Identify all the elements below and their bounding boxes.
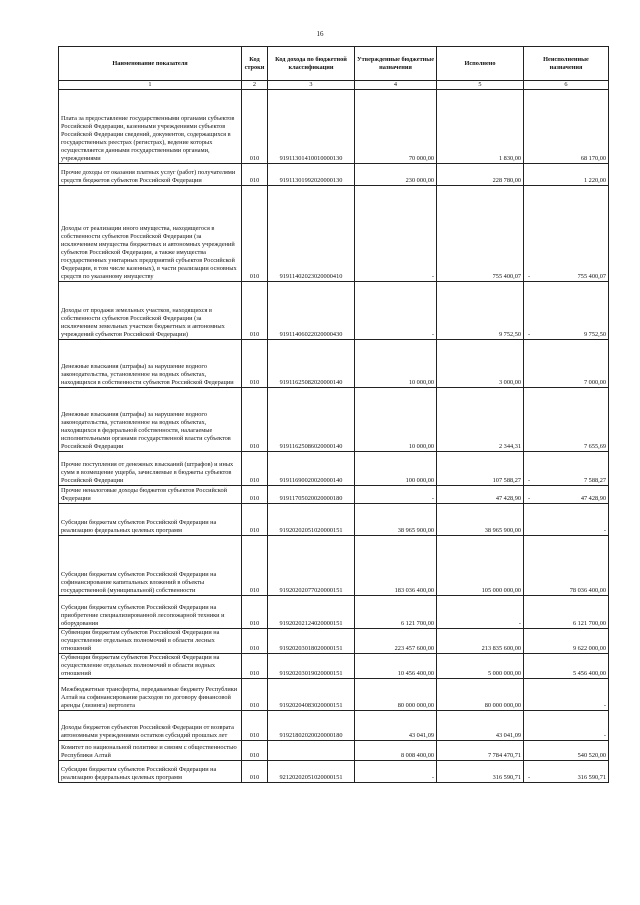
indicator-name-text: Субсидии бюджетам субъектов Российской Федерации на приобретение специализированной лесопожарной техники и оборудования [61, 604, 225, 627]
column-number: 3 [268, 81, 355, 90]
line-code: 010 [242, 504, 268, 536]
line-code: 010 [242, 452, 268, 486]
executed-amount: 228 780,00 [437, 164, 524, 186]
executed-amount: 107 588,27 [437, 452, 524, 486]
indicator-name-text: Прочие неналоговые доходы бюджетов субъектов Российской Федерации [61, 487, 227, 502]
indicator-name-text: Субсидии бюджетам субъектов Российской Федерации на реализацию федеральных целевых программ [61, 766, 217, 781]
approved-amount: 38 965 900,00 [355, 504, 437, 536]
executed-amount: 3 000,00 [437, 340, 524, 388]
executed-amount: 316 590,71 [437, 761, 524, 783]
approved-amount: 230 000,00 [355, 164, 437, 186]
income-code: 91920203018020000151 [268, 629, 355, 654]
column-number-row [59, 81, 609, 90]
table-row [59, 388, 609, 452]
approved-amount: 183 036 400,00 [355, 536, 437, 596]
unexecuted-amount: 6 121 700,00 [524, 596, 609, 629]
unexecuted-amount: 78 036 400,00 [524, 536, 609, 596]
income-code: 91911402023020000410 [268, 186, 355, 282]
executed-amount: 755 400,07 [437, 186, 524, 282]
line-code: 010 [242, 186, 268, 282]
approved-amount: 10 000,00 [355, 388, 437, 452]
indicator-name [59, 629, 242, 654]
executed-amount: 38 965 900,00 [437, 504, 524, 536]
line-code: 010 [242, 282, 268, 340]
indicator-name [59, 90, 242, 164]
indicator-name [59, 679, 242, 711]
unexecuted-amount: 5 456 400,00 [524, 654, 609, 679]
executed-amount: 43 041,09 [437, 711, 524, 741]
column-number: 4 [355, 81, 437, 90]
indicator-name [59, 761, 242, 783]
income-code: 91920202124020000151 [268, 596, 355, 629]
table-row [59, 452, 609, 486]
table-row [59, 711, 609, 741]
executed-amount: 9 752,50 [437, 282, 524, 340]
header-executed: Исполнено [437, 47, 524, 81]
table-body [59, 90, 609, 783]
indicator-name-text: Субсидии бюджетам субъектов Российской Федерации на софинансирование капитальных вложений в объекты государственной (муниципальной) собственности [61, 571, 217, 594]
line-code: 010 [242, 340, 268, 388]
income-code: 91921802020020000180 [268, 711, 355, 741]
table-row [59, 282, 609, 340]
indicator-name-text: Межбюджетные трансферты, передаваемые бюджету Республики Алтай на софинансирование расходов по договору финансовой аренды (лизинга) вертолета [61, 686, 238, 709]
column-number: 6 [524, 81, 609, 90]
indicator-name [59, 388, 242, 452]
executed-amount: 1 830,00 [437, 90, 524, 164]
indicator-name [59, 654, 242, 679]
indicator-name [59, 741, 242, 761]
unexecuted-amount: 68 170,00 [524, 90, 609, 164]
approved-amount: - [355, 486, 437, 504]
income-code: 91911690020020000140 [268, 452, 355, 486]
indicator-name [59, 186, 242, 282]
header-income-code: Код дохода по бюджетной классификации [268, 47, 355, 81]
page-number: 16 [316, 30, 324, 38]
approved-amount: 223 457 600,00 [355, 629, 437, 654]
unexecuted-amount: 9 622 000,00 [524, 629, 609, 654]
indicator-name-text: Доходы бюджетов субъектов Российской Федерации от возврата автономными учреждениями остатков субсидий прошлых лет [61, 724, 234, 739]
income-code: 91920203019020000151 [268, 654, 355, 679]
header-unexecuted: Неисполненные назначения [524, 47, 609, 81]
indicator-name-text: Денежные взыскания (штрафы) за нарушение водного законодательства, установленное на водных объектах, находящихся в федеральной собственности, налагаемые исполнительными органами государственной власти субъектов Российской Федерации [61, 411, 231, 450]
line-code: 010 [242, 629, 268, 654]
table-row [59, 761, 609, 783]
unexecuted-amount: - [524, 504, 609, 536]
table-row [59, 596, 609, 629]
executed-amount: 47 428,90 [437, 486, 524, 504]
unexecuted-amount: - [524, 711, 609, 741]
indicator-name-text: Денежные взыскания (штрафы) за нарушение водного законодательства, установленное на водных объектах, находящихся в собственности субъектов Российской Федерации [61, 363, 234, 386]
approved-amount: - [355, 282, 437, 340]
line-code: 010 [242, 388, 268, 452]
indicator-name-text: Прочие доходы от оказания платных услуг (работ) получателями средств бюджетов субъектов Российской Федерации [61, 169, 236, 184]
line-code: 010 [242, 711, 268, 741]
executed-amount: - [437, 596, 524, 629]
approved-amount: 10 000,00 [355, 340, 437, 388]
line-code: 010 [242, 90, 268, 164]
approved-amount: 100 000,00 [355, 452, 437, 486]
executed-amount: 5 000 000,00 [437, 654, 524, 679]
unexecuted-amount [524, 486, 609, 504]
approved-amount: 43 041,09 [355, 711, 437, 741]
income-code [268, 741, 355, 761]
table-row [59, 164, 609, 186]
negative-sign: - [528, 495, 531, 502]
approved-amount: 8 008 400,00 [355, 741, 437, 761]
budget-execution-table [58, 46, 609, 783]
table-row [59, 679, 609, 711]
executed-amount: 80 000 000,00 [437, 679, 524, 711]
income-code: 91911705020020000180 [268, 486, 355, 504]
table-row [59, 340, 609, 388]
unexecuted-amount: - [524, 679, 609, 711]
table-row [59, 90, 609, 164]
line-code: 010 [242, 654, 268, 679]
indicator-name [59, 282, 242, 340]
executed-amount: 2 344,31 [437, 388, 524, 452]
executed-amount: 7 784 470,71 [437, 741, 524, 761]
unexecuted-value: 47 428,90 [580, 495, 606, 502]
unexecuted-amount [524, 282, 609, 340]
income-code: 91911625086020000140 [268, 388, 355, 452]
column-number: 2 [242, 81, 268, 90]
indicator-name-text: Субвенции бюджетам субъектов Российской Федерации на осуществление отдельных полномочий в области лесных отношений [61, 629, 220, 652]
approved-amount: - [355, 186, 437, 282]
header-line-code: Код строки [242, 47, 268, 81]
table-row [59, 186, 609, 282]
income-code: 91911301992020000130 [268, 164, 355, 186]
indicator-name-text: Доходы от реализации иного имущества, находящегося в собственности субъектов Российской Федерации (за исключением имущества бюджетных и автономных учреждений субъектов Российской Федерации, а также имущества государственных унитарных предприятий субъектов Российской Федерации, в том числе казенных), в части реализации основных средств по указанному имуществу [61, 225, 237, 280]
approved-amount: - [355, 761, 437, 783]
indicator-name [59, 596, 242, 629]
unexecuted-amount: 7 655,69 [524, 388, 609, 452]
line-code: 010 [242, 596, 268, 629]
income-code: 91911301410010000130 [268, 90, 355, 164]
income-code: 91911625082020000140 [268, 340, 355, 388]
indicator-name [59, 536, 242, 596]
line-code: 010 [242, 486, 268, 504]
executed-amount: 213 835 600,00 [437, 629, 524, 654]
approved-amount: 80 000 000,00 [355, 679, 437, 711]
indicator-name-text: Плата за предоставление государственными органами субъектов Российской Федерации, казенными учреждениями субъектов Российской Федерации сведений, документов, содержащихся в государственных реестрах (регистрах), ведение которых осуществляется данными государственными органами, учреждениями [61, 115, 235, 162]
table-row [59, 536, 609, 596]
unexecuted-value: 755 400,07 [577, 273, 606, 280]
header-indicator-name: Наименование показателя [59, 47, 242, 81]
column-number: 1 [59, 81, 242, 90]
indicator-name-text: Доходы от продажи земельных участков, находящихся в собственности субъектов Российской Федерации (за исключением земельных участков бюджетных и автономных учреждений субъектов Российской Федерации) [61, 307, 225, 338]
negative-sign: - [528, 774, 531, 781]
unexecuted-amount [524, 186, 609, 282]
indicator-name [59, 486, 242, 504]
indicator-name [59, 164, 242, 186]
unexecuted-amount [524, 761, 609, 783]
indicator-name [59, 452, 242, 486]
indicator-name-text: Субвенции бюджетам субъектов Российской Федерации на осуществление отдельных полномочий в области водных отношений [61, 654, 220, 677]
executed-amount: 105 000 000,00 [437, 536, 524, 596]
unexecuted-value: 316 590,71 [577, 774, 606, 781]
indicator-name [59, 504, 242, 536]
header-row [59, 47, 609, 81]
unexecuted-amount: 540 520,00 [524, 741, 609, 761]
table-row [59, 486, 609, 504]
column-number: 5 [437, 81, 524, 90]
line-code: 010 [242, 741, 268, 761]
negative-sign: - [528, 273, 531, 280]
negative-sign: - [528, 331, 531, 338]
income-code: 91920202077020000151 [268, 536, 355, 596]
line-code: 010 [242, 679, 268, 711]
header-approved: Утвержденные бюджетные назначения [355, 47, 437, 81]
approved-amount: 6 121 700,00 [355, 596, 437, 629]
income-code: 91920202051020000151 [268, 504, 355, 536]
unexecuted-amount: 7 000,00 [524, 340, 609, 388]
income-code: 91911406022020000430 [268, 282, 355, 340]
table-row [59, 629, 609, 654]
indicator-name-text: Прочие поступления от денежных взысканий (штрафов) и иных сумм в возмещение ущерба, зачисляемые в бюджеты субъектов Российской Федерации [61, 461, 234, 484]
table-row [59, 741, 609, 761]
unexecuted-amount: 1 220,00 [524, 164, 609, 186]
indicator-name [59, 711, 242, 741]
indicator-name [59, 340, 242, 388]
income-code: 92120202051020000151 [268, 761, 355, 783]
line-code: 010 [242, 761, 268, 783]
table-row [59, 504, 609, 536]
income-code: 91920204083020000151 [268, 679, 355, 711]
unexecuted-value: 7 588,27 [583, 477, 606, 484]
unexecuted-value: 9 752,50 [583, 331, 606, 338]
indicator-name-text: Субсидии бюджетам субъектов Российской Федерации на реализацию федеральных целевых программ [61, 519, 217, 534]
unexecuted-amount [524, 452, 609, 486]
table-row [59, 654, 609, 679]
negative-sign: - [528, 477, 531, 484]
line-code: 010 [242, 536, 268, 596]
approved-amount: 10 456 400,00 [355, 654, 437, 679]
line-code: 010 [242, 164, 268, 186]
approved-amount: 70 000,00 [355, 90, 437, 164]
indicator-name-text: Комитет по национальной политике и связям с общественностью Республики Алтай [61, 744, 237, 759]
